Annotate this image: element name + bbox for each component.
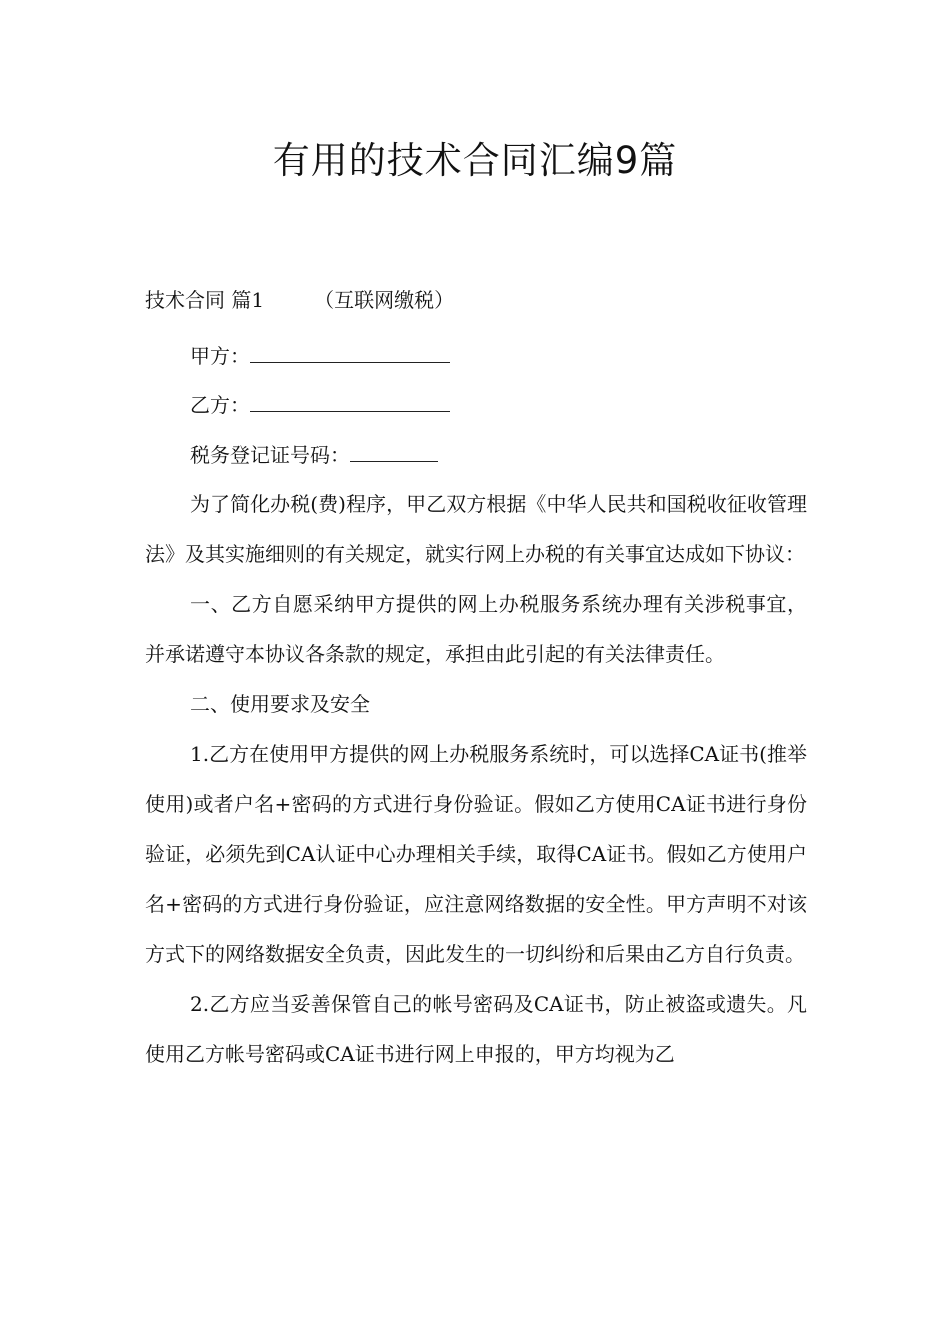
paragraph-clause-2-1: 1.乙方在使用甲方提供的网上办税服务系统时，可以选择CA证书(推举使用)或者户名+密码的方式进行身份验证。假如乙方使用CA证书进行身份验证，必须先到CA认证中心办理相关手续，取得CA证书。假如乙方使用户名+密码的方式进行身份验证，应注意网络数据的安全性。甲方声明不对该方式下的网络数据安全负责，因此发生的一切纠纷和后果由乙方自行负责。 — [145, 742, 807, 966]
paragraph-clause-2-heading: 二、使用要求及安全 — [190, 692, 370, 716]
party-b-blank — [250, 393, 450, 412]
section-heading — [145, 284, 454, 313]
paragraph-clause-2-2: 2.乙方应当妥善保管自己的帐号密码及CA证书，防止被盗或遗失。凡使用乙方帐号密码或CA证书进行网上申报的，甲方均视为乙 — [145, 992, 807, 1066]
party-b-label: 乙方： — [190, 393, 250, 417]
section-heading-main: 技术合同 篇1 — [145, 288, 265, 312]
tax-id-label: 税务登记证号码： — [190, 443, 350, 467]
document-title: 有用的技术合同汇编9篇 — [272, 139, 678, 182]
tax-id-field — [190, 439, 438, 468]
section-heading-sub: （互联网缴税） — [314, 288, 455, 312]
tax-id-blank — [350, 443, 438, 462]
contract-body — [145, 479, 807, 1079]
party-a-field — [190, 340, 450, 369]
party-a-blank — [250, 344, 450, 363]
party-a-label: 甲方： — [190, 344, 250, 368]
paragraph-intro: 为了简化办税(费)程序，甲乙双方根据《中华人民共和国税收征收管理法》及其实施细则的有关规定，就实行网上办税的有关事宜达成如下协议： — [145, 492, 807, 566]
party-b-field — [190, 389, 450, 418]
paragraph-clause-1: 一、乙方自愿采纳甲方提供的网上办税服务系统办理有关涉税事宜，并承诺遵守本协议各条款的规定，承担由此引起的有关法律责任。 — [145, 592, 807, 666]
